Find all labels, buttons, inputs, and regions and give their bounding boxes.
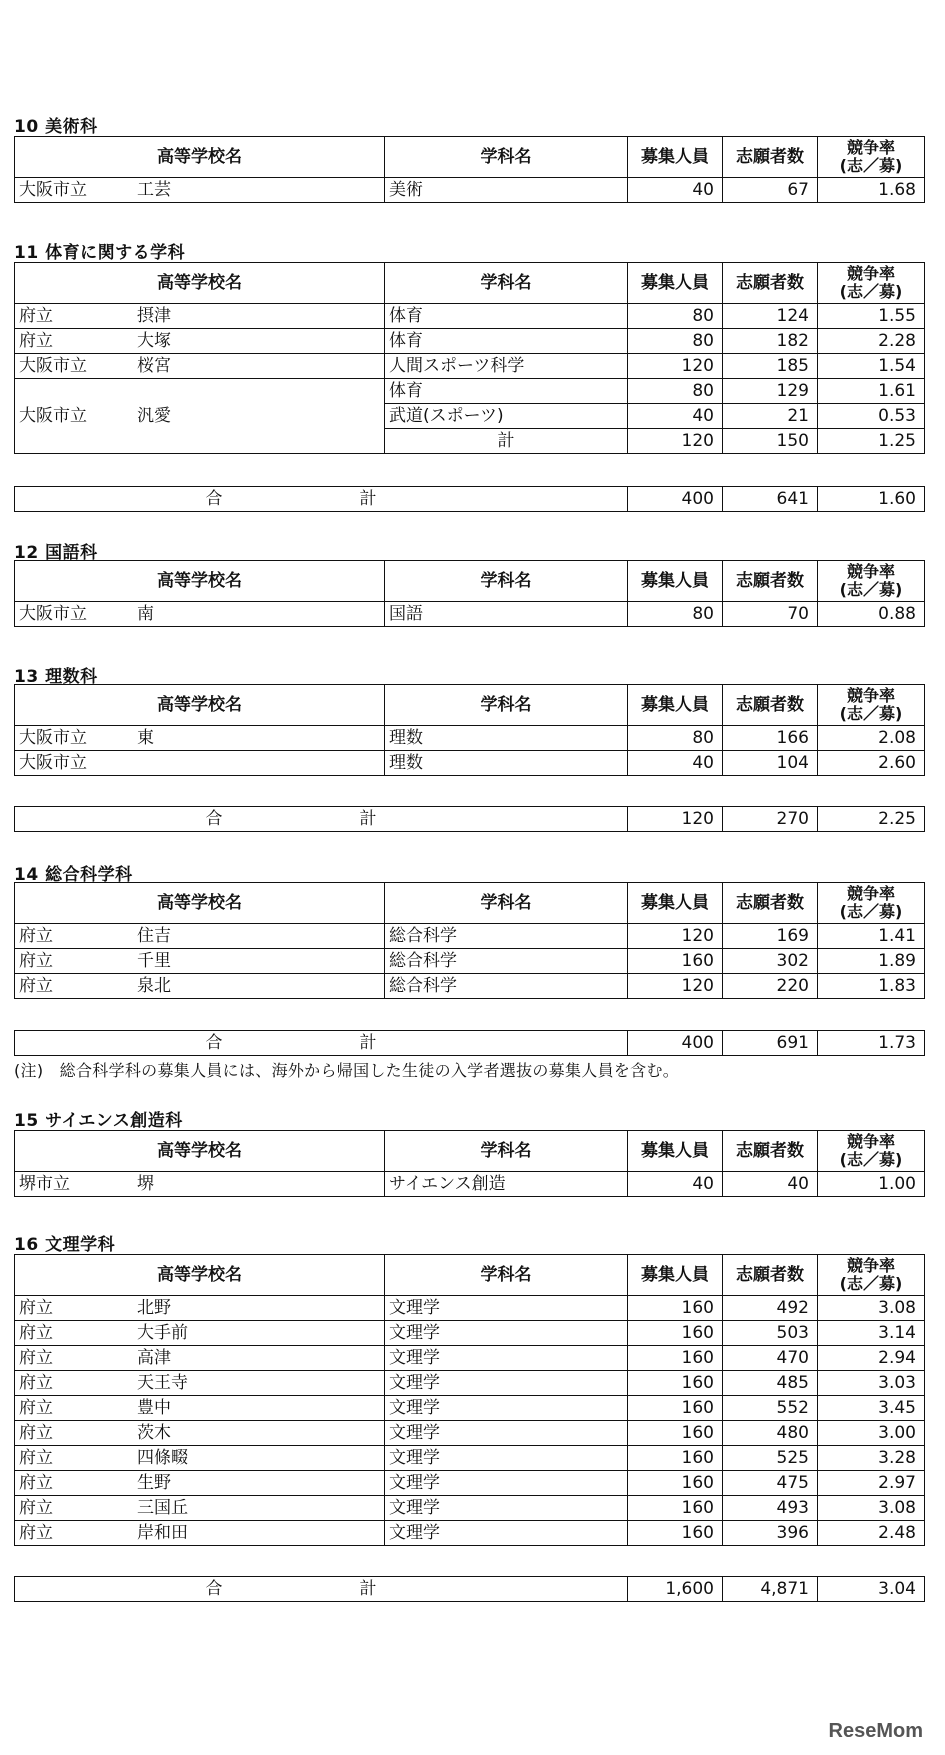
total-label: 合 計: [15, 1577, 628, 1602]
header-school: 高等学校名: [15, 685, 385, 726]
header-ratio-top: 競争率: [846, 138, 895, 157]
header-ratio-top: 競争率: [846, 264, 895, 283]
table-row: [15, 1421, 925, 1446]
ratio-cell: 1.41: [818, 924, 925, 949]
dept-cell: サイエンス創造: [385, 1172, 628, 1197]
capacity-cell: 120: [628, 354, 723, 379]
school-cell: [15, 304, 385, 329]
total-label: 合 計: [15, 807, 628, 832]
total-label: 合 計: [15, 487, 628, 512]
school-cell: [15, 1346, 385, 1371]
dept-cell: 文理学: [385, 1371, 628, 1396]
school-pref: 府立: [19, 1373, 53, 1393]
header-applicants: 志願者数: [723, 561, 818, 602]
capacity-cell: 160: [628, 1296, 723, 1321]
dept-cell: 総合科学: [385, 974, 628, 999]
header-school: 高等学校名: [15, 1131, 385, 1172]
total-row: [15, 1577, 925, 1602]
header-ratio: [818, 1131, 925, 1172]
capacity-cell: 80: [628, 379, 723, 404]
applicants-cell: 302: [723, 949, 818, 974]
total-table-16: [14, 1576, 925, 1602]
school-name: 大塚: [137, 331, 171, 351]
ratio-cell: 0.53: [818, 404, 925, 429]
table-header: [15, 561, 925, 602]
header-dept: 学科名: [385, 1255, 628, 1296]
total-table-14: [14, 1030, 925, 1056]
ratio-cell: 0.88: [818, 602, 925, 627]
table-12: [14, 560, 925, 627]
school-cell: [15, 1172, 385, 1197]
table-row: [15, 974, 925, 999]
ratio-cell: 3.08: [818, 1496, 925, 1521]
school-cell: [15, 1321, 385, 1346]
total-label: 合 計: [15, 1031, 628, 1056]
total-row: [15, 1031, 925, 1056]
capacity-cell: 80: [628, 726, 723, 751]
table-row: [15, 726, 925, 751]
header-applicants: 志願者数: [723, 1255, 818, 1296]
table-row: [15, 751, 925, 776]
school-cell: [15, 751, 385, 776]
ratio-cell: 3.28: [818, 1446, 925, 1471]
school-cell: [15, 379, 385, 454]
table-row: [15, 329, 925, 354]
header-school: 高等学校名: [15, 883, 385, 924]
total-table-11: [14, 486, 925, 512]
school-name: 四條畷: [137, 1448, 188, 1468]
table-13: [14, 684, 925, 776]
header-capacity: 募集人員: [628, 883, 723, 924]
resemom-watermark: ReseMom: [828, 1720, 923, 1742]
applicants-cell: 525: [723, 1446, 818, 1471]
applicants-cell: 552: [723, 1396, 818, 1421]
table-14: [14, 882, 925, 999]
school-pref: 堺市立: [19, 1174, 70, 1194]
applicants-cell: 182: [723, 329, 818, 354]
table-row: [15, 1446, 925, 1471]
applicants-cell: 150: [723, 429, 818, 454]
school-pref: 大阪市立: [19, 604, 87, 624]
capacity-cell: 120: [628, 924, 723, 949]
capacity-cell: 80: [628, 304, 723, 329]
school-name: 住吉: [137, 926, 171, 946]
school-name: 工芸: [137, 180, 171, 200]
school-cell: [15, 1421, 385, 1446]
ratio-cell: 3.03: [818, 1371, 925, 1396]
dept-cell: 文理学: [385, 1296, 628, 1321]
school-cell: [15, 949, 385, 974]
ratio-cell: 3.00: [818, 1421, 925, 1446]
header-dept: 学科名: [385, 137, 628, 178]
capacity-cell: 40: [628, 751, 723, 776]
school-name: 大手前: [137, 1323, 188, 1343]
header-capacity: 募集人員: [628, 561, 723, 602]
applicants-cell: 493: [723, 1496, 818, 1521]
total-applicants: 270: [723, 807, 818, 832]
ratio-cell: 1.25: [818, 429, 925, 454]
ratio-cell: 2.48: [818, 1521, 925, 1546]
capacity-cell: 160: [628, 1346, 723, 1371]
header-applicants: 志願者数: [723, 883, 818, 924]
applicants-cell: 396: [723, 1521, 818, 1546]
header-ratio-top: 競争率: [846, 562, 895, 581]
dept-cell: 文理学: [385, 1446, 628, 1471]
school-name: 生野: [137, 1473, 171, 1493]
school-cell: [15, 602, 385, 627]
school-pref: 府立: [19, 1323, 53, 1343]
school-name: 天王寺: [137, 1373, 188, 1393]
school-name: 南: [137, 604, 154, 624]
capacity-cell: 160: [628, 1396, 723, 1421]
header-ratio-bottom: (志／募): [839, 1274, 903, 1293]
applicants-cell: 166: [723, 726, 818, 751]
capacity-cell: 120: [628, 974, 723, 999]
table-row: [15, 1321, 925, 1346]
header-school: 高等学校名: [15, 1255, 385, 1296]
ratio-cell: 1.68: [818, 178, 925, 203]
header-capacity: 募集人員: [628, 1131, 723, 1172]
school-pref: 府立: [19, 331, 53, 351]
table-row: [15, 1471, 925, 1496]
ratio-cell: 2.08: [818, 726, 925, 751]
capacity-cell: 160: [628, 1471, 723, 1496]
header-applicants: 志願者数: [723, 685, 818, 726]
applicants-cell: 470: [723, 1346, 818, 1371]
ratio-cell: 2.28: [818, 329, 925, 354]
school-pref: 府立: [19, 951, 53, 971]
header-capacity: 募集人員: [628, 685, 723, 726]
applicants-cell: 480: [723, 1421, 818, 1446]
dept-subtotal-cell: 計: [385, 429, 628, 454]
total-capacity: 1,600: [628, 1577, 723, 1602]
dept-cell: 体育: [385, 379, 628, 404]
header-school: 高等学校名: [15, 263, 385, 304]
dept-cell: 文理学: [385, 1346, 628, 1371]
total-ratio: 1.60: [818, 487, 925, 512]
table-row: [15, 1521, 925, 1546]
table-header: [15, 263, 925, 304]
school-name: 泉北: [137, 976, 171, 996]
ratio-cell: 2.97: [818, 1471, 925, 1496]
header-ratio: [818, 137, 925, 178]
ratio-cell: 1.61: [818, 379, 925, 404]
header-ratio-top: 競争率: [846, 686, 895, 705]
school-cell: [15, 354, 385, 379]
header-ratio: [818, 685, 925, 726]
header-dept: 学科名: [385, 685, 628, 726]
applicants-cell: 67: [723, 178, 818, 203]
header-dept: 学科名: [385, 883, 628, 924]
school-pref: 大阪市立: [19, 753, 87, 773]
applicants-cell: 70: [723, 602, 818, 627]
header-dept: 学科名: [385, 263, 628, 304]
dept-cell: 人間スポーツ科学: [385, 354, 628, 379]
dept-cell: 武道(スポーツ): [385, 404, 628, 429]
note-text: (注) 総合科学科の募集人員には、海外から帰国した生徒の入学者選抜の募集人員を含む。: [14, 1061, 680, 1080]
header-school: 高等学校名: [15, 137, 385, 178]
header-applicants: 志願者数: [723, 263, 818, 304]
school-pref: 府立: [19, 1423, 53, 1443]
capacity-cell: 80: [628, 329, 723, 354]
applicants-cell: 21: [723, 404, 818, 429]
capacity-cell: 40: [628, 178, 723, 203]
school-name: 東: [137, 728, 154, 748]
ratio-cell: 1.83: [818, 974, 925, 999]
header-ratio-top: 競争率: [846, 1256, 895, 1275]
school-name: 豊中: [137, 1398, 171, 1418]
capacity-cell: 160: [628, 1321, 723, 1346]
header-capacity: 募集人員: [628, 137, 723, 178]
header-ratio: [818, 883, 925, 924]
school-cell: [15, 1471, 385, 1496]
table-row: [15, 379, 925, 404]
table-row: [15, 1346, 925, 1371]
applicants-cell: 503: [723, 1321, 818, 1346]
school-name: 北野: [137, 1298, 171, 1318]
dept-cell: 体育: [385, 304, 628, 329]
section-title-16: 16 文理学科: [14, 1235, 116, 1255]
school-name: 堺: [137, 1174, 154, 1194]
applicants-cell: 104: [723, 751, 818, 776]
total-ratio: 1.73: [818, 1031, 925, 1056]
school-cell: [15, 974, 385, 999]
table-11: [14, 262, 925, 454]
capacity-cell: 40: [628, 404, 723, 429]
table-header: [15, 1131, 925, 1172]
ratio-cell: 2.94: [818, 1346, 925, 1371]
school-cell: [15, 1296, 385, 1321]
capacity-cell: 160: [628, 1421, 723, 1446]
school-cell: [15, 178, 385, 203]
header-ratio-bottom: (志／募): [839, 1150, 903, 1169]
applicants-cell: 185: [723, 354, 818, 379]
ratio-cell: 3.08: [818, 1296, 925, 1321]
school-pref: 大阪市立: [19, 728, 87, 748]
school-pref: 府立: [19, 1523, 53, 1543]
school-cell: [15, 1396, 385, 1421]
section-title-12: 12 国語科: [14, 543, 98, 563]
ratio-cell: 3.14: [818, 1321, 925, 1346]
dept-cell: 文理学: [385, 1396, 628, 1421]
header-ratio-bottom: (志／募): [839, 704, 903, 723]
capacity-cell: 160: [628, 1446, 723, 1471]
applicants-cell: 129: [723, 379, 818, 404]
table-row: [15, 949, 925, 974]
school-pref: 府立: [19, 926, 53, 946]
total-applicants: 691: [723, 1031, 818, 1056]
school-pref: 大阪市立: [19, 180, 87, 200]
table-row: [15, 354, 925, 379]
school-pref: 府立: [19, 1448, 53, 1468]
capacity-cell: 160: [628, 1496, 723, 1521]
table-15: [14, 1130, 925, 1197]
ratio-cell: 2.60: [818, 751, 925, 776]
header-applicants: 志願者数: [723, 137, 818, 178]
table-16: [14, 1254, 925, 1546]
total-capacity: 120: [628, 807, 723, 832]
school-pref: 府立: [19, 1498, 53, 1518]
ratio-cell: 3.45: [818, 1396, 925, 1421]
table-row: [15, 602, 925, 627]
total-capacity: 400: [628, 487, 723, 512]
dept-cell: 文理学: [385, 1471, 628, 1496]
section-title-10: 10 美術科: [14, 117, 98, 137]
total-ratio: 2.25: [818, 807, 925, 832]
total-row: [15, 807, 925, 832]
school-cell: [15, 1521, 385, 1546]
table-header: [15, 1255, 925, 1296]
school-cell: [15, 726, 385, 751]
school-pref: 府立: [19, 306, 53, 326]
table-header: [15, 883, 925, 924]
header-ratio-top: 競争率: [846, 884, 895, 903]
header-capacity: 募集人員: [628, 1255, 723, 1296]
school-cell: [15, 1446, 385, 1471]
header-ratio-bottom: (志／募): [839, 156, 903, 175]
dept-cell: 文理学: [385, 1521, 628, 1546]
table-row: [15, 304, 925, 329]
dept-cell: 文理学: [385, 1496, 628, 1521]
total-capacity: 400: [628, 1031, 723, 1056]
total-table-13: [14, 806, 925, 832]
ratio-cell: 1.55: [818, 304, 925, 329]
capacity-cell: 160: [628, 1521, 723, 1546]
table-row: [15, 1296, 925, 1321]
school-name: 茨木: [137, 1423, 171, 1443]
header-capacity: 募集人員: [628, 263, 723, 304]
school-pref: 府立: [19, 976, 53, 996]
total-row: [15, 487, 925, 512]
capacity-cell: 160: [628, 949, 723, 974]
dept-cell: 文理学: [385, 1321, 628, 1346]
section-title-14: 14 総合科学科: [14, 865, 133, 885]
school-cell: [15, 924, 385, 949]
dept-cell: 総合科学: [385, 949, 628, 974]
applicants-cell: 492: [723, 1296, 818, 1321]
capacity-cell: 160: [628, 1371, 723, 1396]
table-header: [15, 685, 925, 726]
dept-cell: 体育: [385, 329, 628, 354]
dept-cell: 総合科学: [385, 924, 628, 949]
school-pref: 府立: [19, 1473, 53, 1493]
capacity-cell: 120: [628, 429, 723, 454]
school-cell: [15, 1371, 385, 1396]
ratio-cell: 1.54: [818, 354, 925, 379]
table-row: [15, 1396, 925, 1421]
school-pref: 大阪市立: [19, 406, 87, 426]
capacity-cell: 80: [628, 602, 723, 627]
total-applicants: 4,871: [723, 1577, 818, 1602]
applicants-cell: 40: [723, 1172, 818, 1197]
ratio-cell: 1.00: [818, 1172, 925, 1197]
school-name: 三国丘: [137, 1498, 188, 1518]
section-title-15: 15 サイエンス創造科: [14, 1111, 183, 1131]
header-dept: 学科名: [385, 1131, 628, 1172]
header-ratio-bottom: (志／募): [839, 902, 903, 921]
school-name: 摂津: [137, 306, 171, 326]
header-ratio: [818, 263, 925, 304]
dept-cell: 国語: [385, 602, 628, 627]
header-applicants: 志願者数: [723, 1131, 818, 1172]
section-title-13: 13 理数科: [14, 667, 98, 687]
school-pref: 府立: [19, 1348, 53, 1368]
school-name: 岸和田: [137, 1523, 188, 1543]
header-school: 高等学校名: [15, 561, 385, 602]
school-name: 千里: [137, 951, 171, 971]
school-name: 汎愛: [137, 406, 171, 426]
applicants-cell: 169: [723, 924, 818, 949]
table-row: [15, 1371, 925, 1396]
table-header: [15, 137, 925, 178]
ratio-cell: 1.89: [818, 949, 925, 974]
table-row: [15, 1496, 925, 1521]
header-ratio: [818, 1255, 925, 1296]
school-pref: 大阪市立: [19, 356, 87, 376]
table-row: [15, 924, 925, 949]
applicants-cell: 475: [723, 1471, 818, 1496]
table-row: [15, 178, 925, 203]
section-title-11: 11 体育に関する学科: [14, 243, 186, 263]
capacity-cell: 40: [628, 1172, 723, 1197]
school-cell: [15, 329, 385, 354]
header-ratio-bottom: (志／募): [839, 282, 903, 301]
applicants-cell: 485: [723, 1371, 818, 1396]
school-name: 高津: [137, 1348, 171, 1368]
dept-cell: 理数: [385, 751, 628, 776]
header-ratio-bottom: (志／募): [839, 580, 903, 599]
table-row: [15, 1172, 925, 1197]
applicants-cell: 124: [723, 304, 818, 329]
header-ratio-top: 競争率: [846, 1132, 895, 1151]
dept-cell: 理数: [385, 726, 628, 751]
header-dept: 学科名: [385, 561, 628, 602]
header-ratio: [818, 561, 925, 602]
total-applicants: 641: [723, 487, 818, 512]
applicants-cell: 220: [723, 974, 818, 999]
dept-cell: 文理学: [385, 1421, 628, 1446]
school-name: 桜宮: [137, 356, 171, 376]
school-pref: 府立: [19, 1398, 53, 1418]
total-ratio: 3.04: [818, 1577, 925, 1602]
school-pref: 府立: [19, 1298, 53, 1318]
dept-cell: 美術: [385, 178, 628, 203]
school-cell: [15, 1496, 385, 1521]
table-10: [14, 136, 925, 203]
